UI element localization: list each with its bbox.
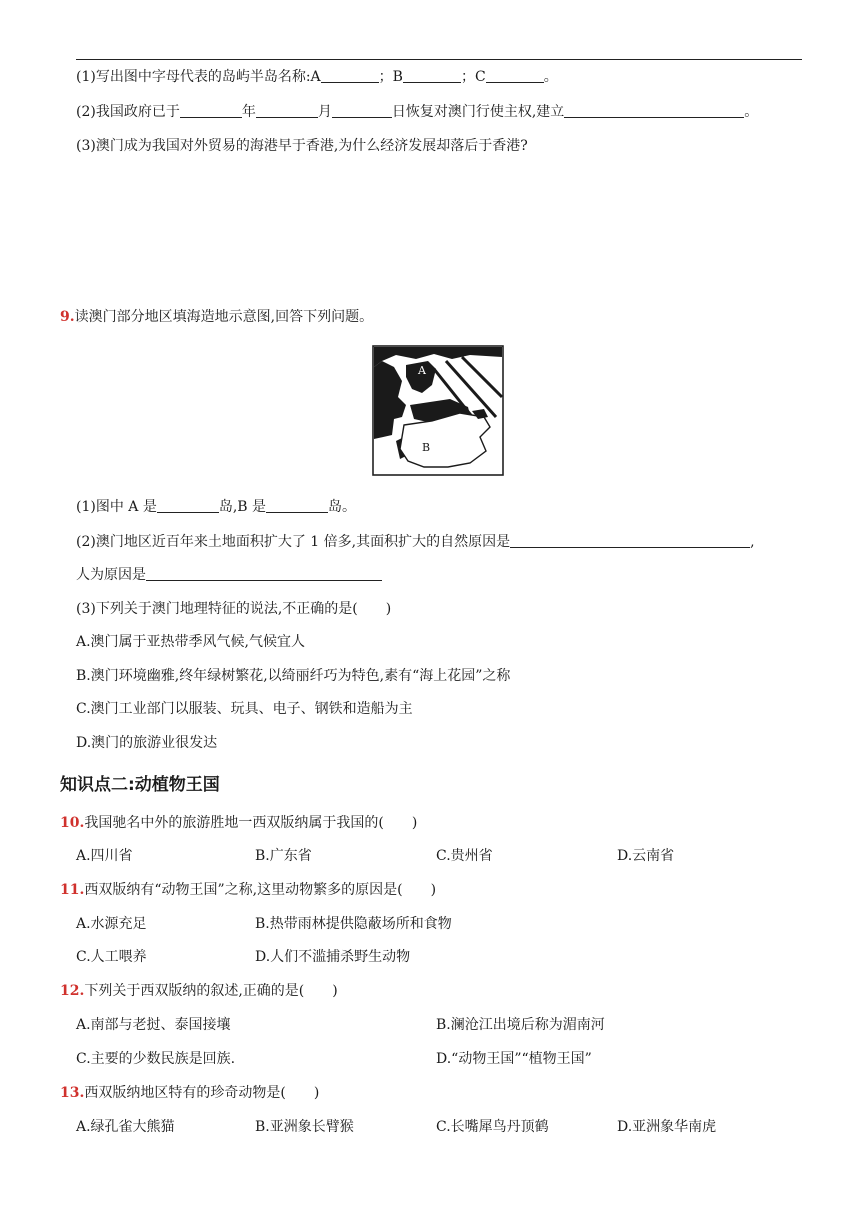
blank-month[interactable] — [256, 103, 318, 118]
q8-part2: (2)我国政府已于 年 月 日恢复对澳门行使主权,建立 。 — [76, 104, 759, 120]
q13-option-a[interactable]: A.绿孔雀大熊猫 — [76, 1119, 175, 1135]
blank-natural-reason[interactable] — [510, 533, 750, 548]
blank-island-a[interactable] — [157, 498, 219, 513]
q9-part2-line2: 人为原因是 — [76, 566, 382, 584]
q10-stem: 10.我国驰名中外的旅游胜地一西双版纳属于我国的( ) — [60, 815, 418, 831]
blank-year[interactable] — [180, 103, 242, 118]
q10-option-c[interactable]: C.贵州省 — [436, 848, 493, 864]
q9-option-d[interactable]: D.澳门的旅游业很发达 — [76, 735, 218, 751]
top-rule — [76, 59, 802, 60]
q13-option-c[interactable]: C.长嘴犀鸟丹顶鹤 — [436, 1119, 549, 1135]
q13-option-d[interactable]: D.亚洲象华南虎 — [617, 1119, 717, 1135]
q12-stem: 12.下列关于西双版纳的叙述,正确的是( ) — [60, 983, 338, 999]
q11-option-d[interactable]: D.人们不滥捕杀野生动物 — [255, 949, 411, 965]
q12-option-a[interactable]: A.南部与老挝、泰国接壤 — [76, 1017, 231, 1033]
blank-c[interactable] — [486, 68, 544, 83]
q12-option-d[interactable]: D.“动物王国”“植物王国” — [436, 1051, 592, 1067]
q9-stem: 9.读澳门部分地区填海造地示意图,回答下列问题。 — [60, 309, 374, 325]
q11-stem: 11.西双版纳有“动物王国”之称,这里动物繁多的原因是( ) — [60, 882, 437, 898]
q10-option-a[interactable]: A.四川省 — [76, 848, 133, 864]
map-label-b: B — [422, 441, 431, 454]
section-title: 知识点二:动植物王国 — [60, 775, 220, 795]
blank-b[interactable] — [403, 68, 461, 83]
q13-option-b[interactable]: B.亚洲象长臂猴 — [255, 1119, 354, 1135]
blank-a[interactable] — [321, 68, 379, 83]
macau-reclamation-map — [372, 345, 504, 476]
q8-part1: (1)写出图中字母代表的岛屿半岛名称:A ；B ；C 。 — [76, 69, 558, 85]
q12-option-b[interactable]: B.澜沧江出境后称为湄南河 — [436, 1017, 605, 1033]
q9-option-a[interactable]: A.澳门属于亚热带季风气候,气候宜人 — [76, 634, 306, 650]
q11-option-a[interactable]: A.水源充足 — [76, 916, 147, 932]
q9-part2: (2)澳门地区近百年来土地面积扩大了 1 倍多,其面积扩大的自然原因是 , — [76, 534, 755, 550]
blank-day[interactable] — [332, 103, 392, 118]
q9-part1: (1)图中 A 是 岛,B 是 岛。 — [76, 499, 357, 515]
q12-option-c[interactable]: C.主要的少数民族是回族. — [76, 1051, 236, 1067]
q9-option-c[interactable]: C.澳门工业部门以服装、玩具、电子、钢铁和造船为主 — [76, 701, 413, 717]
q13-stem: 13.西双版纳地区特有的珍奇动物是( ) — [60, 1085, 320, 1101]
q9-option-b[interactable]: B.澳门环境幽雅,终年绿树繁花,以绮丽纤巧为特色,素有“海上花园”之称 — [76, 668, 511, 684]
q11-option-b[interactable]: B.热带雨林提供隐蔽场所和食物 — [255, 916, 452, 932]
q10-option-d[interactable]: D.云南省 — [617, 848, 675, 864]
map-label-a: A — [418, 364, 426, 377]
q10-option-b[interactable]: B.广东省 — [255, 848, 312, 864]
blank-establish[interactable] — [564, 103, 744, 118]
q9-part3: (3)下列关于澳门地理特征的说法,不正确的是( ) — [76, 601, 392, 617]
blank-human-reason[interactable] — [146, 566, 382, 581]
q11-option-c[interactable]: C.人工喂养 — [76, 949, 147, 965]
blank-island-b[interactable] — [266, 498, 328, 513]
q8-part3: (3)澳门成为我国对外贸易的海港早于香港,为什么经济发展却落后于香港? — [76, 138, 528, 154]
